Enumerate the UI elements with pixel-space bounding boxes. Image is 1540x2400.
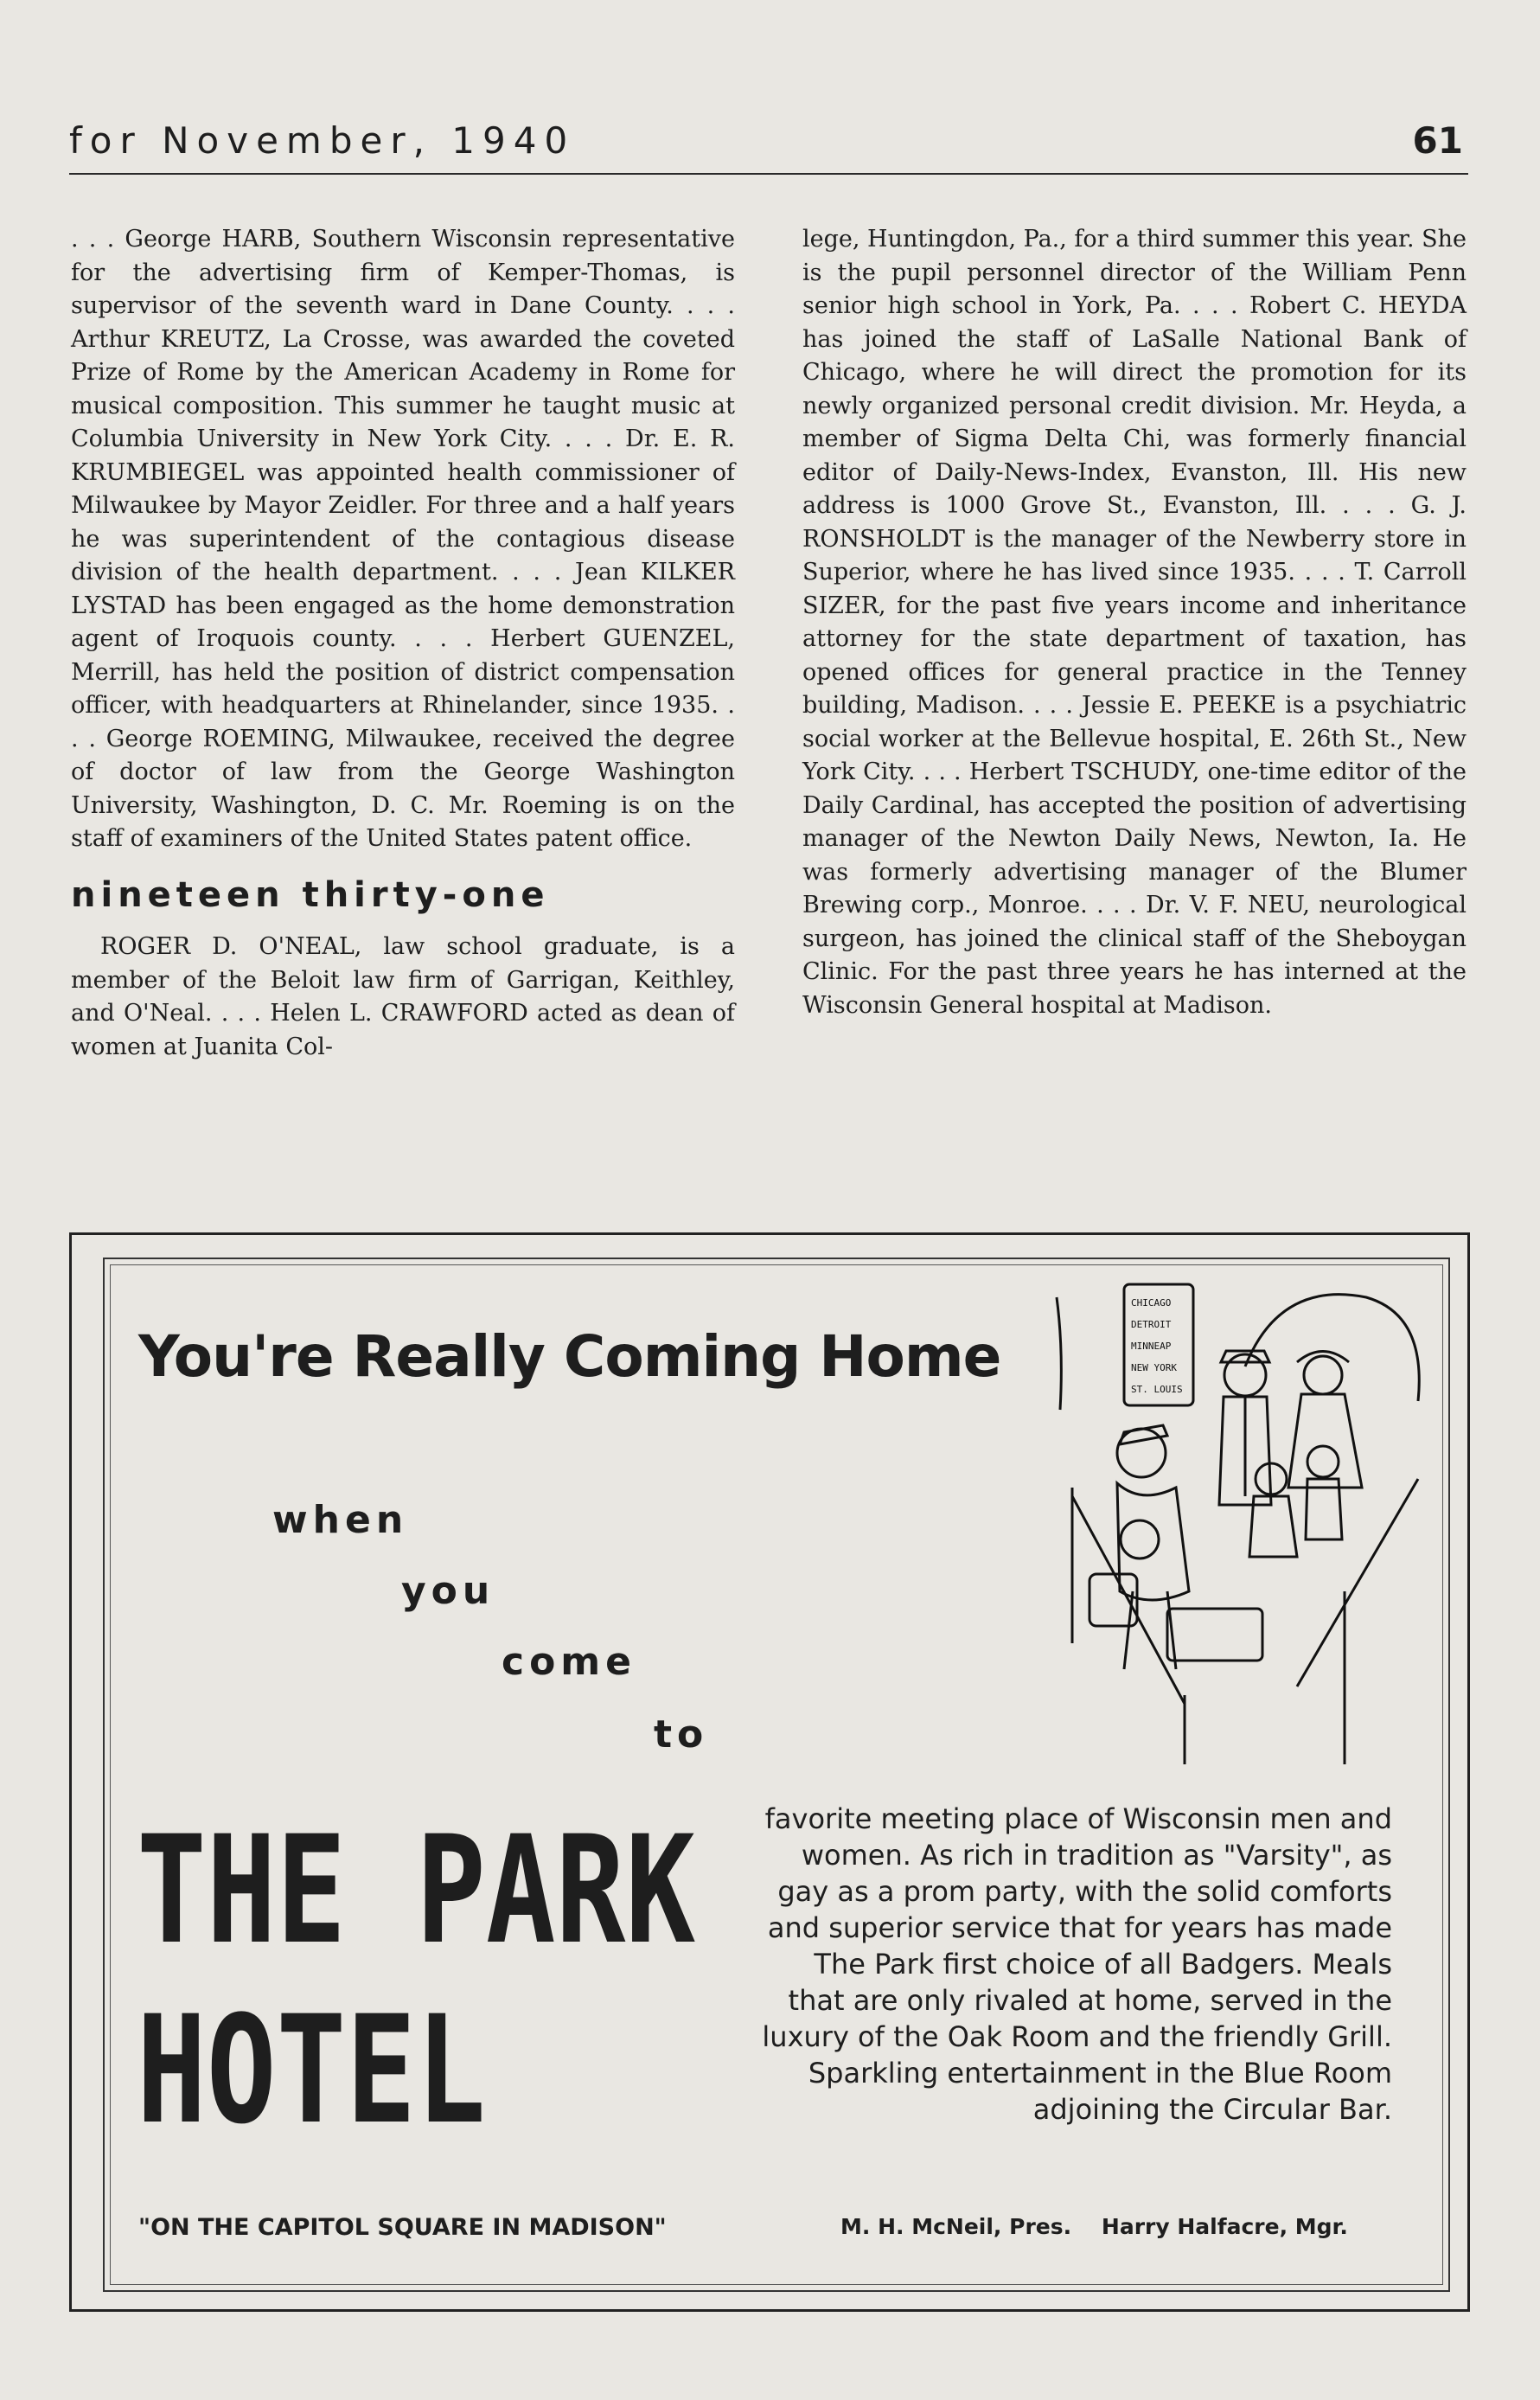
sign-line: ST. LOUIS xyxy=(1131,1384,1183,1395)
stair-word: when xyxy=(272,1498,409,1542)
stair-word: to xyxy=(654,1712,709,1757)
alumni-notes-paragraph: lege, Huntingdon, Pa., for a third summer this year. She is the pupil personnel director of the William Penn senior high school in York, Pa. . . . Robert C. HEYDA has joined the staff of LaSalle National Bank of Chicago, where he will direct the promotion for its newly organized personal credit division. Mr. Heyda, a member of Sigma Delta Chi, was formerly financial editor of Daily-News-Index, Evanston, Ill. His new address is 1000 Grove St., Evanston, Ill. . . . G. J. RONSHOLDT is the manager of the Newberry store in Superior, where he has lived since 1935. . . . T. Carroll SIZER, for the past five years income and inheritance attorney for the state department of taxation, has opened offices for general practice in the Tenney building, Madison. . . . Jessie E. PEEKE is a psychiatric social worker at the Bellevue hospital, E. 26th St., New York City. . . . Herbert TSCHUDY, one-time editor of the Daily Cardinal, has accepted the position of advertising manager of the Newton Daily News, Newton, Ia. He was formerly advertising manager of the Blumer Brewing corp., Monroe. . . . Dr. V. F. NEU, neurological surgeon, has joined the clinical staff of the Sheboygan Clinic. For the past three years he has interned at the Wisconsin General hospital at Madison. xyxy=(802,226,1467,1019)
right-column xyxy=(802,223,1467,1022)
sign-line: NEW YORK xyxy=(1131,1362,1177,1373)
ad-blurb: favorite meeting place of Wisconsin men and women. As rich in tradition as "Varsity", as gay as a prom party, with the solid comforts and superior service that for years has made The Park first choice of all Badgers. Meals that are only rivaled at home, served in the luxury of the Oak Room and the friendly Grill. Sparkling entertainment in the Blue Room adjoining the Circular Bar. xyxy=(762,1802,1392,2126)
sign-line: MINNEAP xyxy=(1131,1341,1172,1352)
left-column xyxy=(71,223,735,1064)
hotel-name-line1: THE PARK xyxy=(137,1803,696,1977)
hotel-name-line2: HOTEL xyxy=(137,1983,486,2157)
sign-line: DETROIT xyxy=(1131,1319,1172,1330)
running-header xyxy=(69,112,1468,175)
alumni-notes-paragraph: . . . George HARB, Southern Wisconsin representative for the advertising firm of Kemper-Thomas, is supervisor of the seventh ward in Dane County. . . . Arthur KREUTZ, La Crosse, was awarded the coveted Prize of Rome by the American Academy in Rome for musical composition. This summer he taught music at Columbia University in New York City. . . . Dr. E. R. KRUMBIEGEL was appointed health commissioner of Milwaukee by Mayor Zeidler. For three and a half years he was superintendent of the contagious disease division of the health department. . . . Jean KILKER LYSTAD has been engaged as the home demonstration agent of Iroquois county. . . . Herbert GUENZEL, Merrill, has held the position of district compensation officer, with headquarters at Rhinelander, since 1935. . . . George ROEMING, Milwaukee, received the degree of doctor of law from the George Washington University, Washington, D. C. Mr. Roeming is on the staff of examiners of the United States patent office. xyxy=(71,226,735,852)
ad-officers: M. H. McNeil, Pres. Harry Halfacre, Mgr. xyxy=(840,2214,1348,2239)
sign-line: CHICAGO xyxy=(1131,1297,1172,1309)
page-number: 61 xyxy=(1412,119,1463,162)
alumni-notes-paragraph: ROGER D. O'NEAL, law school graduate, is a member of the Beloit law firm of Garrigan, Keithley, and O'Neal. . . . Helen L. CRAWFORD acted as dean of women at Juanita Col- xyxy=(71,933,735,1060)
stair-word: you xyxy=(401,1569,495,1613)
ad-headline: You're Really Coming Home xyxy=(138,1323,1001,1390)
homecoming-family-illustration xyxy=(1038,1280,1435,1764)
class-year-heading: nineteen thirty-one xyxy=(71,874,550,915)
running-title: for November, 1940 xyxy=(69,119,576,162)
stair-word: come xyxy=(502,1640,636,1684)
ad-location-slogan: "ON THE CAPITOL SQUARE IN MADISON" xyxy=(138,2214,667,2241)
